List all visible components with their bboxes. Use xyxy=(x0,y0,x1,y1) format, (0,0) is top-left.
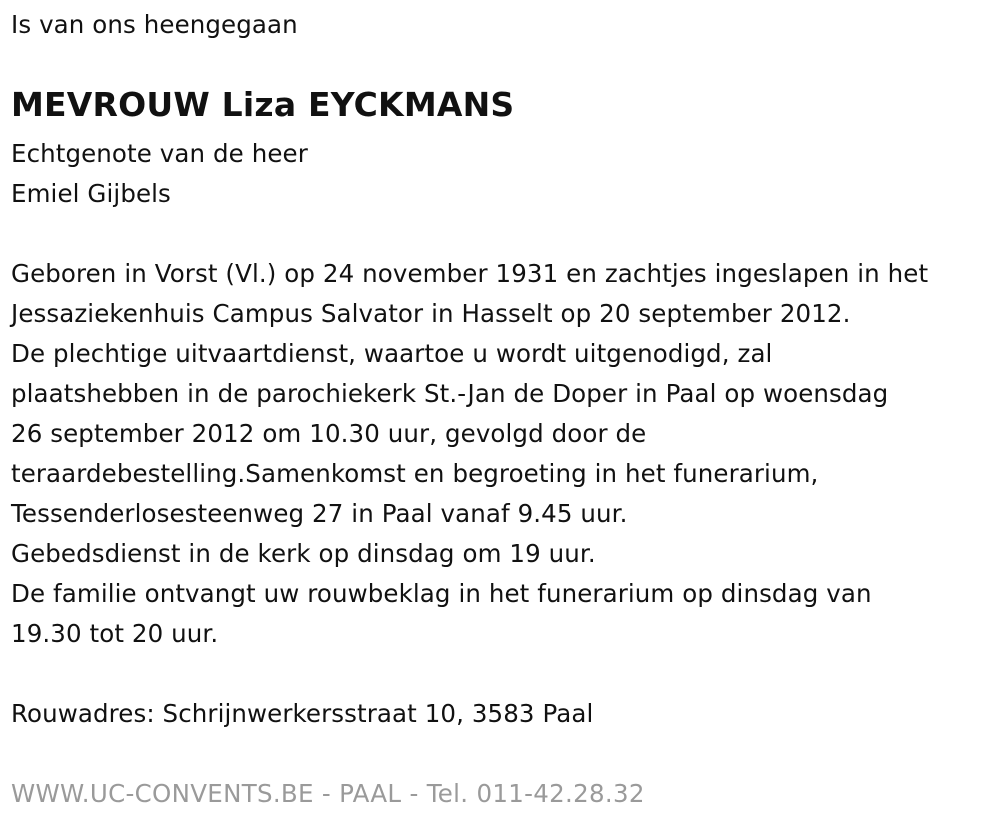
body-line: 19.30 tot 20 uur. xyxy=(11,619,219,648)
spouse-line-1: Echtgenote van de heer xyxy=(11,139,308,168)
intro-text: Is van ons heengegaan xyxy=(11,10,298,39)
body-line: plaatshebben in de parochiekerk St.-Jan de Doper in Paal op woensdag xyxy=(11,379,889,408)
body-line: teraardebestelling.Samenkomst en begroeting in het funerarium, xyxy=(11,459,819,488)
body-line: Geboren in Vorst (Vl.) op 24 november 1931 en zachtjes ingeslapen in het xyxy=(11,259,929,288)
mourning-address: Rouwadres: Schrijnwerkersstraat 10, 3583 Paal xyxy=(11,699,594,728)
body-line: 26 september 2012 om 10.30 uur, gevolgd door de xyxy=(11,419,647,448)
deceased-name: MEVROUW Liza EYCKMANS xyxy=(11,85,515,124)
body-line: De plechtige uitvaartdienst, waartoe u wordt uitgenodigd, zal xyxy=(11,339,773,368)
body-line: De familie ontvangt uw rouwbeklag in het funerarium op dinsdag van xyxy=(11,579,872,608)
body-line: Gebedsdienst in de kerk op dinsdag om 19 uur. xyxy=(11,539,596,568)
footer-contact: WWW.UC-CONVENTS.BE - PAAL - Tel. 011-42.28.32 xyxy=(11,779,645,808)
body-line: Tessenderlosesteenweg 27 in Paal vanaf 9.45 uur. xyxy=(11,499,628,528)
body-line: Jessaziekenhuis Campus Salvator in Hasselt op 20 september 2012. xyxy=(11,299,851,328)
spouse-line-2: Emiel Gijbels xyxy=(11,179,171,208)
